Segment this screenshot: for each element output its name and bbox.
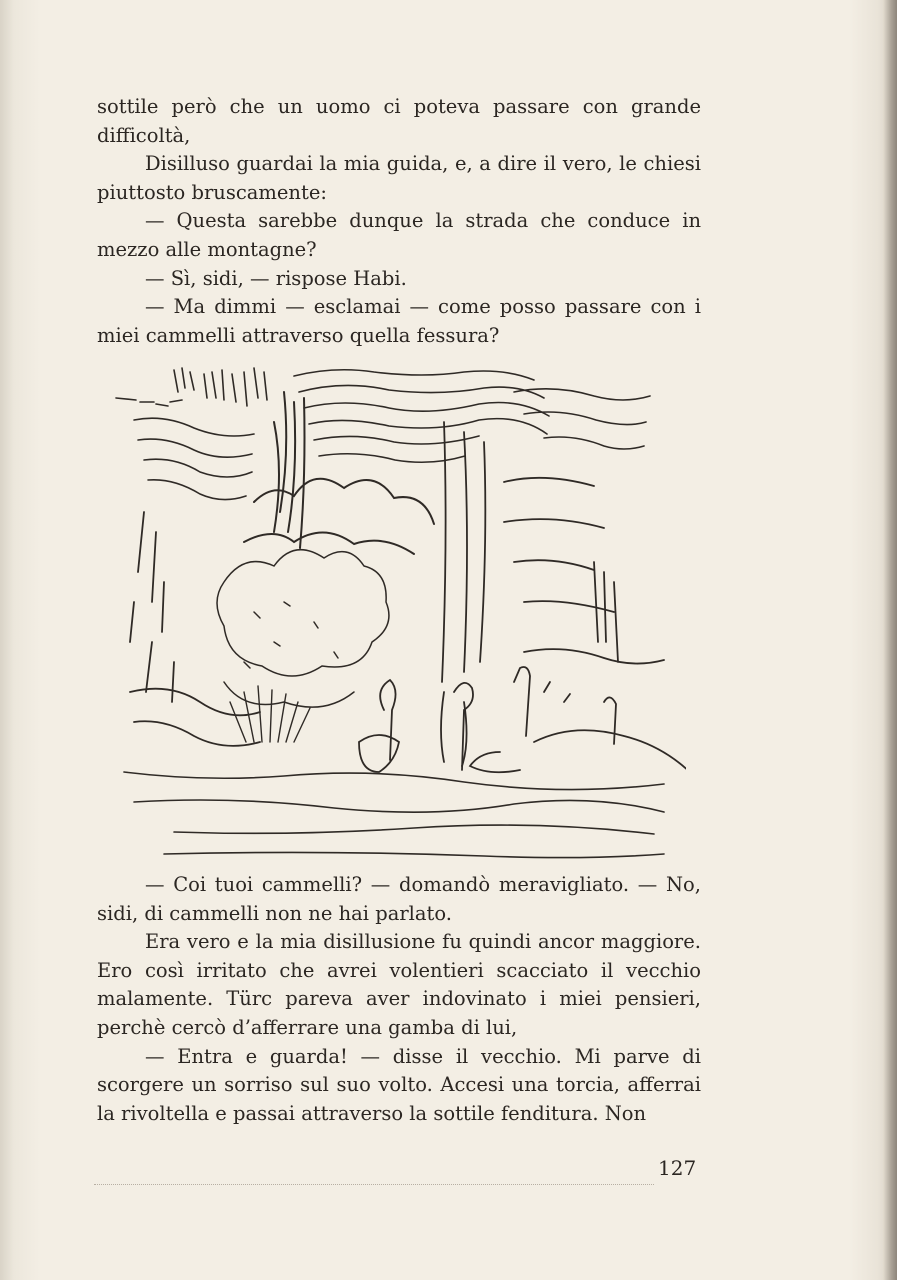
- paragraph-5: — Ma dimmi — esclamai — come posso passare con i miei cammelli attraverso quella fessura?: [97, 295, 701, 347]
- top-text-block: [97, 93, 701, 350]
- paragraph-1: sottile però che un uomo ci poteva passare con grande difficoltà,: [97, 95, 701, 147]
- paragraph-3: — Questa sarebbe dunque la strada che conduce in mezzo alle montagne?: [97, 209, 701, 261]
- paragraph-4: — Sì, sidi, — rispose Habi.: [145, 266, 407, 290]
- page-number: 127: [658, 1156, 697, 1180]
- paragraph-2: Disilluso guardai la mia guida, e, a dire il vero, le chiesi piuttosto bruscamente:: [97, 152, 701, 204]
- page-edge-shadow: [883, 0, 897, 1280]
- footer-dotted-rule: [94, 1184, 654, 1185]
- desert-gorge-illustration: [104, 362, 686, 868]
- paragraph-7: Era vero e la mia disillusione fu quindi ancor maggiore. Ero così irritato che avrei volentieri scacciato il vecchio malamente. Türc pareva aver indovinato i miei pensieri, perchè cercò d’afferrare una gamba di lui,: [97, 930, 701, 1039]
- paragraph-8: — Entra e guarda! — disse il vecchio. Mi parve di scorgere un sorriso sul suo volto. Accesi una torcia, afferrai la rivoltella e passai attraverso la sottile fenditura. Non: [97, 1044, 701, 1125]
- paragraph-6: — Coi tuoi cammelli? — domandò meravigliato. — No, sidi, di cammelli non ne hai parlato.: [97, 873, 701, 925]
- bottom-text-block: [97, 871, 701, 1128]
